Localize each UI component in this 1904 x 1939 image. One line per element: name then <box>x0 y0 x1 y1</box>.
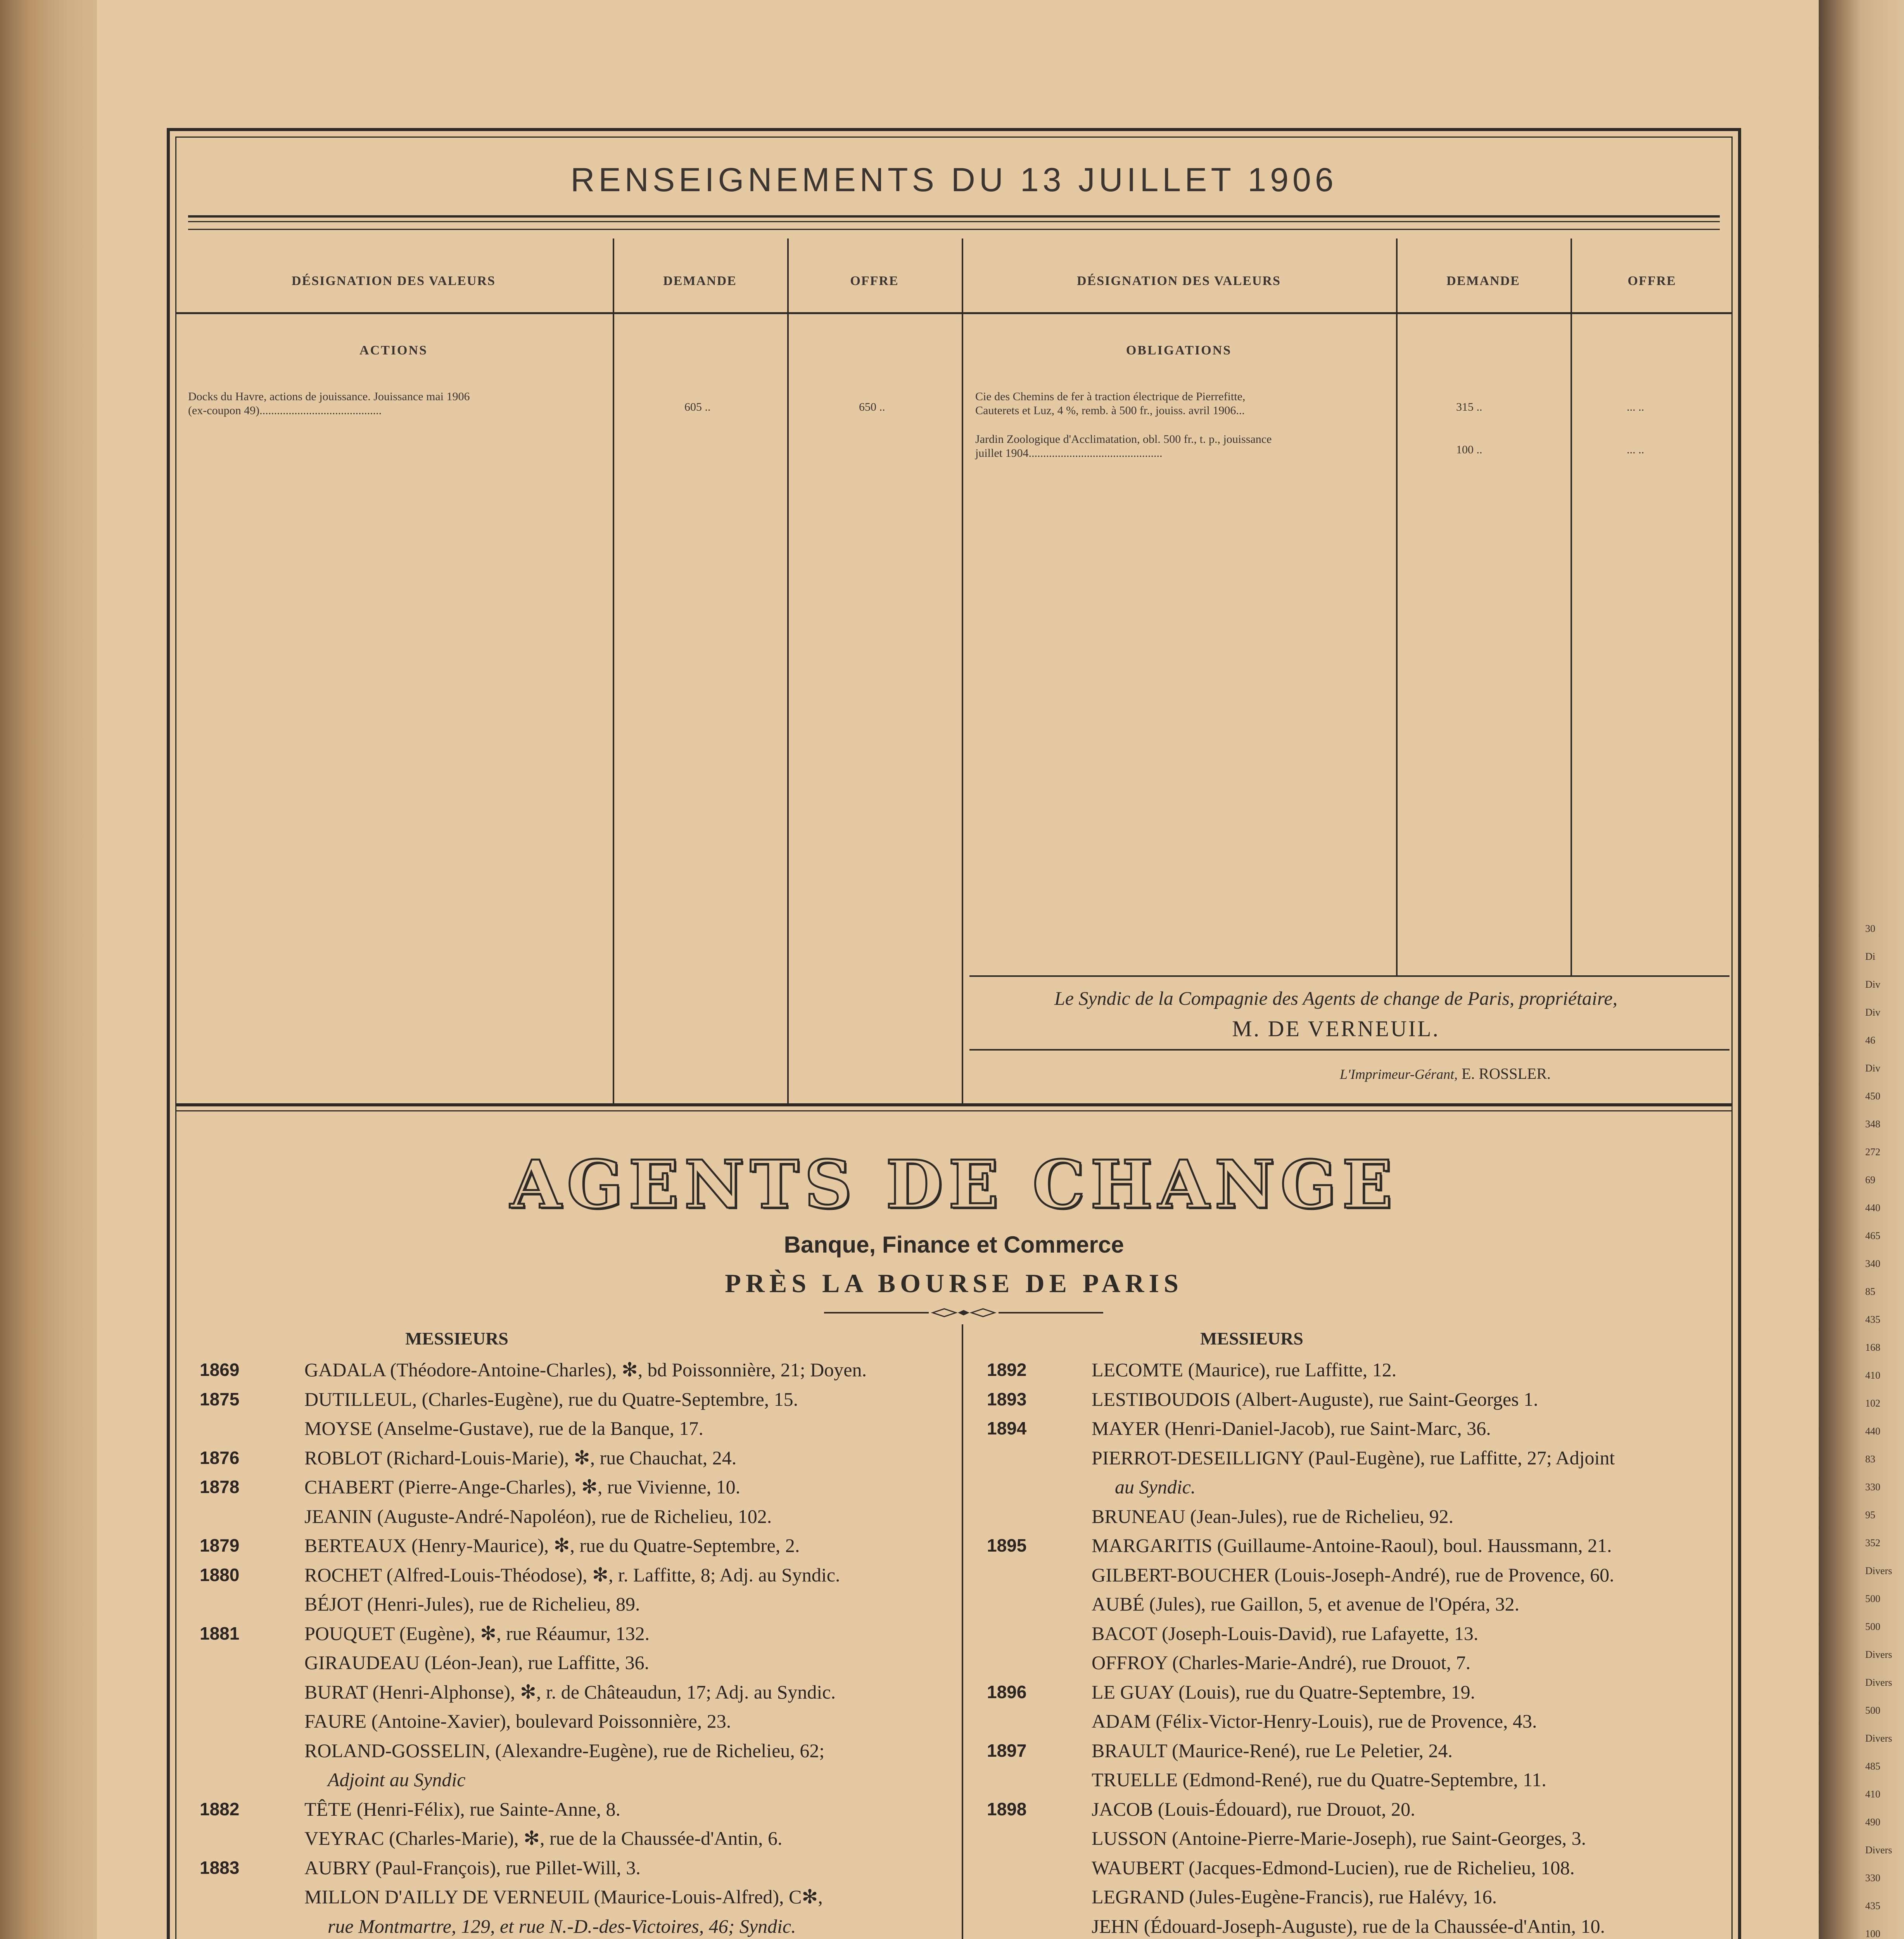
header-designation-right: DÉSIGNATION DES VALEURS <box>1077 274 1281 288</box>
fold-margin-number: 435 <box>1865 1900 1880 1911</box>
roster-year: 1894 <box>987 1418 1027 1438</box>
roster-year: 1881 <box>200 1623 240 1643</box>
roster-entry: rue Montmartre, 129, et rue N.-D.-des-Victoires, 46; Syndic. <box>328 1915 796 1937</box>
fold-margin-number: 102 <box>1865 1398 1880 1409</box>
roster-row <box>200 1765 956 1795</box>
roster-left <box>200 1355 956 1939</box>
roster-row <box>200 1561 956 1590</box>
fold-margin-number: 435 <box>1865 1314 1880 1325</box>
imprimeur-name: E. ROSSLER. <box>1461 1065 1551 1082</box>
fold-margin-number: 500 <box>1865 1593 1880 1604</box>
header-demande-left: DEMANDE <box>663 274 737 288</box>
roster-entry: Adjoint au Syndic <box>328 1769 466 1790</box>
roster-row <box>200 1472 956 1502</box>
roster-row <box>987 1443 1743 1473</box>
actions-entry-offre: 650 .. <box>859 401 885 413</box>
roster-row <box>987 1795 1743 1824</box>
roster-row <box>200 1531 956 1561</box>
roster-row <box>200 1795 956 1824</box>
column-rule <box>1396 238 1398 975</box>
roster-row <box>987 1765 1743 1795</box>
header-offre-left: OFFRE <box>850 274 899 288</box>
roster-row <box>987 1355 1743 1385</box>
roster-row <box>987 1853 1743 1883</box>
syndic-line: Le Syndic de la Compagnie des Agents de change de Paris, propriétaire, <box>1054 987 1618 1009</box>
obligations-entry-demande: 100 .. <box>1456 443 1482 456</box>
fold-margin-number: Divers <box>1865 1733 1892 1744</box>
adjacent-page-edge <box>1819 0 1904 1939</box>
roster-year: 1898 <box>987 1799 1027 1819</box>
fold-margin-number: 168 <box>1865 1342 1880 1353</box>
fold-margin-number: 100 <box>1865 1928 1880 1939</box>
header-demande-right: DEMANDE <box>1446 274 1520 288</box>
roster-year: 1893 <box>987 1389 1027 1409</box>
title-rule <box>188 215 1720 218</box>
obligations-entry-text: Cie des Chemins de fer à traction électrique de Pierrefitte, Cauterets et Luz, 4 %, remb. à 500 fr., jouiss. avril 1906... <box>975 390 1246 417</box>
fold-margin-number: 500 <box>1865 1621 1880 1632</box>
book-binding-edge <box>0 0 97 1939</box>
obligations-entry-text: Jardin Zoologique d'Acclimatation, obl. 500 fr., t. p., jouissance juillet 1904.............................................. <box>975 433 1272 460</box>
roster-entry: LECOMTE (Maurice), rue Laffitte, 12. <box>1092 1359 1397 1381</box>
roster-year: 1876 <box>200 1447 240 1468</box>
column-rule <box>1571 238 1572 975</box>
roster-row <box>987 1912 1743 1939</box>
roster-row <box>987 1824 1743 1853</box>
roster-entry: BRAULT (Maurice-René), rue Le Peletier, 24. <box>1092 1739 1453 1761</box>
roster-entry: POUQUET (Eugène), ✻, rue Réaumur, 132. <box>304 1622 650 1644</box>
fold-margin-number: 440 <box>1865 1202 1880 1213</box>
messieurs-right-heading: MESSIEURS <box>1200 1329 1303 1348</box>
syndic-name: M. DE VERNEUIL. <box>1232 1016 1440 1041</box>
roster-entry: OFFROY (Charles-Marie-André), rue Drouot, 7. <box>1092 1652 1471 1673</box>
actions-entry-text: Docks du Havre, actions de jouissance. Jouissance mai 1906 (ex-coupon 49).......................................... <box>188 390 470 417</box>
roster-row <box>987 1472 1743 1502</box>
roster-entry: LE GUAY (Louis), rue du Quatre-Septembre, 19. <box>1092 1681 1476 1703</box>
roster-entry: BÉJOT (Henri-Jules), rue de Richelieu, 89. <box>304 1593 640 1615</box>
roster-row <box>987 1882 1743 1912</box>
fold-margin-number: 500 <box>1865 1705 1880 1716</box>
roster-year: 1879 <box>200 1535 240 1555</box>
fold-margin-number: 330 <box>1865 1872 1880 1884</box>
roster-year: 1878 <box>200 1477 240 1497</box>
fold-margin-number: 450 <box>1865 1090 1880 1102</box>
roster-entry: JEANIN (Auguste-André-Napoléon), rue de Richelieu, 102. <box>304 1505 772 1527</box>
roster-entry: GADALA (Théodore-Antoine-Charles), ✻, bd Poissonnière, 21; Doyen. <box>304 1359 867 1381</box>
fold-margin-number: 348 <box>1865 1118 1880 1130</box>
fold-margin-number: Di <box>1865 951 1875 962</box>
roster-entry: TRUELLE (Edmond-René), rue du Quatre-Septembre, 11. <box>1092 1769 1546 1790</box>
syndic-block <box>956 987 1716 1042</box>
roster-row <box>200 1824 956 1853</box>
roster-entry: WAUBERT (Jacques-Edmond-Lucien), rue de Richelieu, 108. <box>1092 1856 1575 1879</box>
roster-entry: LEGRAND (Jules-Eugène-Francis), rue Halévy, 16. <box>1092 1886 1497 1908</box>
fold-margin-number: 272 <box>1865 1146 1880 1158</box>
obligations-entry-offre: ... .. <box>1627 443 1644 456</box>
roster-year: 1883 <box>200 1857 240 1878</box>
fold-margin-number: 465 <box>1865 1230 1880 1241</box>
roster-row <box>987 1561 1743 1590</box>
title-rule-thin <box>188 229 1720 230</box>
roster-entry: MILLON D'AILLY DE VERNEUIL (Maurice-Louis-Alfred), C✻, <box>304 1886 823 1908</box>
fold-margin-number: 485 <box>1865 1761 1880 1772</box>
header-bottom-rule-left <box>176 312 964 314</box>
column-rule <box>962 238 963 1103</box>
roster-entry: MAYER (Henri-Daniel-Jacob), rue Saint-Marc, 36. <box>1092 1417 1491 1439</box>
fold-margin-number: 410 <box>1865 1370 1880 1381</box>
roster-entry: ROCHET (Alfred-Louis-Théodose), ✻, r. Laffitte, 8; Adj. au Syndic. <box>304 1564 840 1586</box>
roster-entry: PIERROT-DESEILLIGNY (Paul-Eugène), rue Laffitte, 27; Adjoint <box>1092 1446 1615 1469</box>
fold-margin-number: Div <box>1865 979 1880 990</box>
roster-entry: MARGARITIS (Guillaume-Antoine-Raoul), boul. Haussmann, 21. <box>1092 1535 1612 1556</box>
roster-year: 1882 <box>200 1799 240 1819</box>
roster-row <box>200 1443 956 1473</box>
actions-entry-demande: 605 .. <box>684 401 711 413</box>
roster-year: 1896 <box>987 1682 1027 1702</box>
obligations-label: OBLIGATIONS <box>1126 343 1232 358</box>
roster-row <box>987 1707 1743 1736</box>
roster-column-rule <box>962 1324 963 1939</box>
header-bottom-rule-right <box>964 312 1731 314</box>
bulletin-frame <box>167 128 1741 1939</box>
roster-entry: CHABERT (Pierre-Ange-Charles), ✻, rue Vivienne, 10. <box>304 1476 741 1498</box>
roster-entry: ADAM (Félix-Victor-Henry-Louis), rue de Provence, 43. <box>1092 1710 1537 1732</box>
roster-row <box>200 1502 956 1531</box>
roster-row <box>987 1385 1743 1414</box>
bulletin-inner-border <box>175 137 1733 1939</box>
fold-margin-number: 69 <box>1865 1174 1875 1186</box>
header-offre-right: OFFRE <box>1628 274 1676 288</box>
banque-subtitle: Banque, Finance et Commerce <box>784 1232 1124 1258</box>
roster-row <box>987 1414 1743 1443</box>
roster-row <box>987 1736 1743 1766</box>
fold-margin-number: Divers <box>1865 1677 1892 1688</box>
roster-row <box>987 1531 1743 1561</box>
obligations-entry-demande: 315 .. <box>1456 401 1482 413</box>
section-divider <box>176 1110 1731 1111</box>
roster-entry: DUTILLEUL, (Charles-Eugène), rue du Quatre-Septembre, 15. <box>304 1388 798 1410</box>
roster-row <box>200 1882 956 1912</box>
roster-entry: FAURE (Antoine-Xavier), boulevard Poissonnière, 23. <box>304 1710 731 1732</box>
roster-entry: BACOT (Joseph-Louis-David), rue Lafayette, 13. <box>1092 1622 1479 1644</box>
syndic-rule <box>969 1049 1729 1051</box>
roster-year: 1869 <box>200 1360 240 1380</box>
roster-row <box>200 1853 956 1883</box>
fold-margin-number: 490 <box>1865 1816 1880 1828</box>
roster-row <box>200 1648 956 1678</box>
fold-margin-number: 352 <box>1865 1537 1880 1548</box>
roster-entry: JEHN (Édouard-Joseph-Auguste), rue de la Chaussée-d'Antin, 10. <box>1092 1915 1605 1937</box>
roster-row <box>200 1678 956 1707</box>
fold-margin-number: 340 <box>1865 1258 1880 1269</box>
roster-row <box>200 1355 956 1385</box>
fold-margin-number: 83 <box>1865 1453 1875 1465</box>
roster-row <box>200 1912 956 1939</box>
actions-label: ACTIONS <box>359 343 428 358</box>
title-rule-thin <box>188 221 1720 222</box>
roster-entry: GILBERT-BOUCHER (Louis-Joseph-André), rue de Provence, 60. <box>1092 1564 1614 1586</box>
roster-entry: ROBLOT (Richard-Louis-Marie), ✻, rue Chauchat, 24. <box>304 1446 737 1469</box>
fold-margin-number: 85 <box>1865 1286 1875 1297</box>
roster-year: 1897 <box>987 1740 1027 1761</box>
imprimeur-label: L'Imprimeur-Gérant, <box>1340 1066 1458 1082</box>
fold-margin-number: 95 <box>1865 1509 1875 1521</box>
fold-margin-number: 30 <box>1865 923 1875 934</box>
roster-right <box>987 1355 1743 1939</box>
roster-row <box>987 1590 1743 1619</box>
agents-de-change-title: AGENTS DE CHANGE <box>510 1146 1398 1224</box>
fold-margin-number: Div <box>1865 1063 1880 1074</box>
fold-margin-number: Divers <box>1865 1649 1892 1660</box>
roster-entry: AUBRY (Paul-François), rue Pillet-Will, 3. <box>304 1856 641 1879</box>
roster-row <box>987 1619 1743 1649</box>
header-designation-left: DÉSIGNATION DES VALEURS <box>292 274 496 288</box>
roster-entry: TÊTE (Henri-Félix), rue Sainte-Anne, 8. <box>304 1798 621 1820</box>
section-divider <box>176 1103 1731 1106</box>
roster-row <box>200 1619 956 1649</box>
roster-year: 1895 <box>987 1535 1027 1555</box>
fold-margin-number: 330 <box>1865 1481 1880 1493</box>
roster-row <box>987 1648 1743 1678</box>
roster-row <box>200 1414 956 1443</box>
fold-margin-number: Divers <box>1865 1844 1892 1856</box>
roster-entry: MOYSE (Anselme-Gustave), rue de la Banque, 17. <box>304 1417 703 1439</box>
roster-row <box>987 1678 1743 1707</box>
roster-entry: BRUNEAU (Jean-Jules), rue de Richelieu, 92. <box>1092 1505 1454 1527</box>
roster-entry: LUSSON (Antoine-Pierre-Marie-Joseph), rue Saint-Georges, 3. <box>1092 1827 1586 1849</box>
roster-row <box>987 1502 1743 1531</box>
fold-margin-number: Div <box>1865 1007 1880 1018</box>
fold-margin-number: 410 <box>1865 1789 1880 1800</box>
roster-row <box>200 1590 956 1619</box>
roster-entry: JACOB (Louis-Édouard), rue Drouot, 20. <box>1092 1798 1415 1820</box>
messieurs-left-heading: MESSIEURS <box>405 1329 508 1348</box>
roster-year: 1880 <box>200 1564 240 1585</box>
roster-entry: ROLAND-GOSSELIN, (Alexandre-Eugène), rue de Richelieu, 62; <box>304 1739 825 1761</box>
roster-entry: BERTEAUX (Henry-Maurice), ✻, rue du Quatre-Septembre, 2. <box>304 1535 800 1556</box>
roster-entry: au Syndic. <box>1115 1476 1196 1498</box>
roster-entry: AUBÉ (Jules), rue Gaillon, 5, et avenue de l'Opéra, 32. <box>1092 1593 1520 1615</box>
pres-la-bourse-subtitle: PRÈS LA BOURSE DE PARIS <box>725 1268 1183 1298</box>
roster-year: 1875 <box>200 1389 240 1409</box>
fold-margin-number: Divers <box>1865 1565 1892 1576</box>
imprimeur-gerant <box>1340 1065 1551 1083</box>
obligations-entry-offre: ... .. <box>1627 401 1644 413</box>
roster-row <box>200 1736 956 1766</box>
roster-entry: VEYRAC (Charles-Marie), ✻, rue de la Chaussée-d'Antin, 6. <box>304 1827 783 1849</box>
syndic-rule <box>969 975 1729 977</box>
roster-row <box>200 1385 956 1414</box>
roster-entry: BURAT (Henri-Alphonse), ✻, r. de Châteaudun, 17; Adj. au Syndic. <box>304 1681 836 1703</box>
roster-row <box>200 1707 956 1736</box>
column-rule <box>787 238 789 1103</box>
fold-margin-number: 440 <box>1865 1426 1880 1437</box>
roster-entry: LESTIBOUDOIS (Albert-Auguste), rue Saint-Georges 1. <box>1092 1388 1538 1410</box>
roster-entry: GIRAUDEAU (Léon-Jean), rue Laffitte, 36. <box>304 1652 650 1673</box>
column-rule <box>613 238 614 1103</box>
fold-margin-number: 46 <box>1865 1035 1875 1046</box>
ornament-divider <box>824 1307 1103 1319</box>
renseignements-title: RENSEIGNEMENTS DU 13 JUILLET 1906 <box>570 161 1337 199</box>
roster-year: 1892 <box>987 1360 1027 1380</box>
